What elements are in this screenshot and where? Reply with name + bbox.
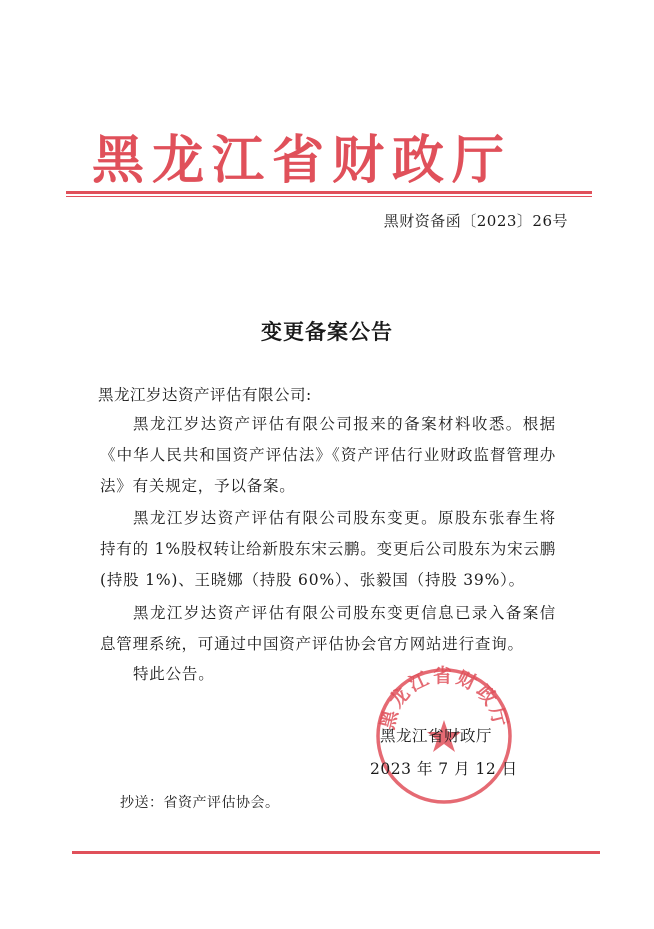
cc-line: 抄送：省资产评估协会。 [120,795,280,811]
agency-letterhead: 黑龙江省财政厅 [92,131,513,191]
signature-date: 2023 年 7 月 12 日 [370,760,518,778]
signer-name: 黑龙江省财政厅 [380,727,493,745]
letterhead-red-rule-thin [66,196,592,197]
footer-red-rule [72,851,600,854]
body-paragraph-3: 黑龙江岁达资产评估有限公司股东变更信息已录入备案信息管理系统，可通过中国资产评估协会官方网站进行查询。 [100,604,556,653]
addressee: 黑龙江岁达资产评估有限公司: [98,386,312,404]
svg-text:黑龙江省财政厅: 黑龙江省财政厅 [376,665,512,732]
document-title: 变更备案公告 [261,319,393,344]
body-paragraph-1: 黑龙江岁达资产评估有限公司报来的备案材料收悉。根据《中华人民共和国资产评估法》《资产评估行业财政监督管理办法》有关规定，予以备案。 [100,415,556,495]
body-paragraph-2: 黑龙江岁达资产评估有限公司股东变更。原股东张春生将持有的 1%股权转让给新股东宋云鹏。变更后公司股东为宋云鹏(持股 1%)、王晓娜（持股 60%）、张毅国（持股 39%）。 [100,509,556,589]
closing-text: 特此公告。 [133,665,215,683]
letterhead-red-rule [66,191,592,194]
document-number: 黑财资备函〔2023〕26号 [383,212,568,230]
